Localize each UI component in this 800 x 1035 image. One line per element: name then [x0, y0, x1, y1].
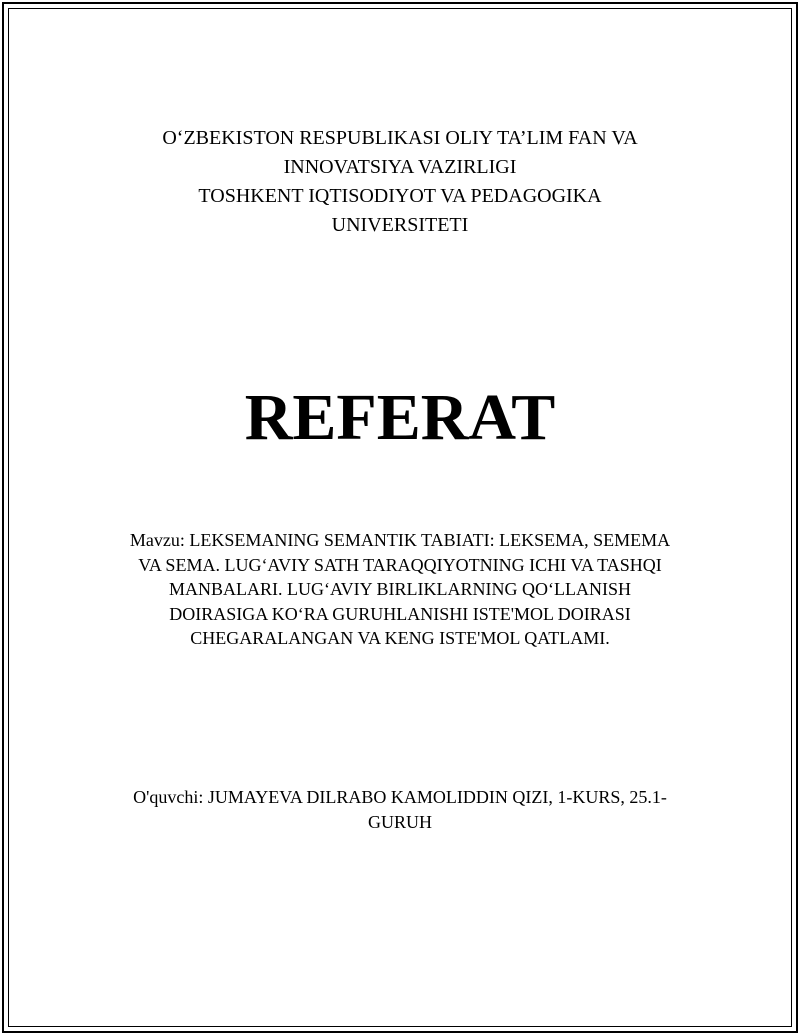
- student-line: GURUH: [367, 811, 432, 832]
- topic-line: MANBALARI. LUG‘AVIY BIRLIKLARNING QO‘LLANISH: [169, 579, 631, 599]
- header-line: TOSHKENT IQTISODIYOT VA PEDAGOGIKA: [198, 185, 602, 207]
- topic-line: Mavzu: LEKSEMANING SEMANTIK TABIATI: LEKSEMA, SEMEMA: [129, 530, 671, 550]
- document-title: REFERAT: [244, 381, 556, 454]
- student-line: O'quvchi: JUMAYEVA DILRABO KAMOLIDDIN QIZI, 1-KURS, 25.1-: [133, 787, 667, 807]
- topic-block: [110, 528, 690, 651]
- header-line: INNOVATSIYA VAZIRLIGI: [283, 156, 517, 178]
- topic-line: VA SEMA. LUG‘AVIY SATH TARAQQIYOTNING ICHI VA TASHQI: [138, 554, 662, 575]
- header-line: O‘ZBEKISTON RESPUBLIKASI OLIY TA’LIM FAN VA: [162, 127, 638, 149]
- header-line: UNIVERSITETI: [331, 214, 469, 236]
- student-info: [95, 785, 705, 834]
- topic-line: DOIRASIGA KO‘RA GURUHLANISHI ISTE'MOL DOIRASI: [169, 603, 631, 624]
- institution-header: [0, 124, 800, 240]
- topic-line: CHEGARALANGAN VA KENG ISTE'MOL QATLAMI.: [190, 628, 610, 648]
